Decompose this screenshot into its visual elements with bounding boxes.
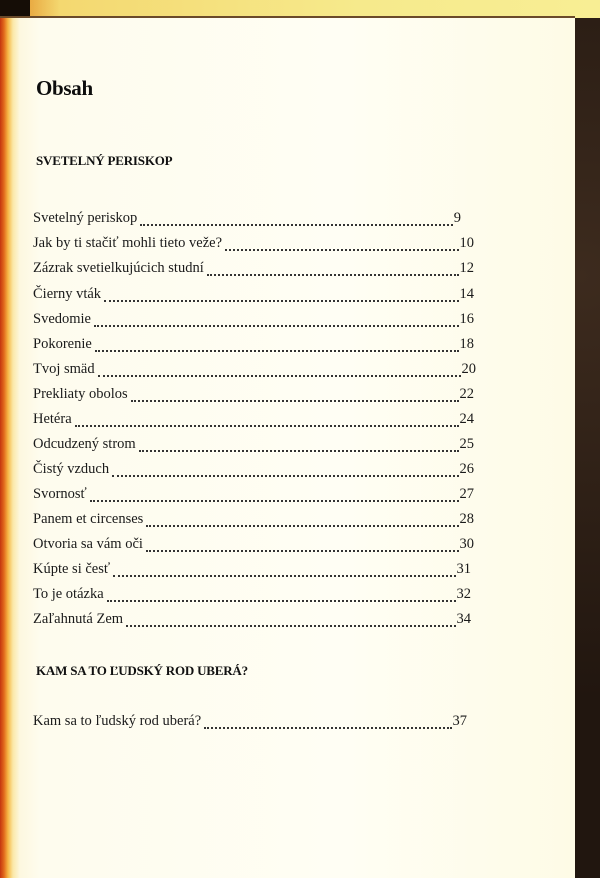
- toc-entry: [33, 486, 474, 506]
- toc-entry-page: 34: [456, 611, 471, 627]
- toc-entry-page: 31: [456, 561, 471, 577]
- dot-leader: [113, 574, 455, 577]
- toc-entry-page: 30: [459, 536, 474, 552]
- toc-entry-label: Zázrak svetielkujúcich studní: [33, 260, 204, 276]
- toc-entry: [33, 586, 471, 606]
- section-heading-1: SVETELNÝ PERISKOP: [36, 153, 173, 168]
- toc-entry-page: 16: [459, 311, 474, 327]
- dot-leader: [126, 624, 455, 627]
- background-surface: [573, 18, 600, 878]
- toc-entry: [33, 336, 474, 356]
- toc-entry-label: Čierny vták: [33, 286, 102, 302]
- dot-leader: [146, 549, 459, 552]
- dot-leader: [207, 273, 459, 276]
- toc-entry-page: 12: [459, 260, 474, 276]
- toc-entry: [33, 461, 474, 481]
- toc-entry: [33, 561, 471, 581]
- toc-entry-label: Otvoria sa vám oči: [33, 536, 143, 552]
- toc-entry-label: Svornosť: [33, 486, 87, 502]
- toc-entry-page: 9: [453, 210, 461, 226]
- toc-entry-page: 25: [459, 436, 474, 452]
- toc-entry: [33, 260, 474, 280]
- toc-entry-label: Jak by ti stačiť mohli tieto veže?: [33, 235, 223, 251]
- toc-entry: [33, 386, 474, 406]
- page-title: Obsah: [36, 76, 93, 100]
- toc-entry-label: Svedomie: [33, 311, 91, 327]
- toc-entry-label: Tvoj smäd: [33, 361, 95, 377]
- toc-entry: [33, 611, 471, 631]
- toc-entry: [33, 286, 474, 306]
- toc-entry: [33, 536, 474, 556]
- toc-entry: [33, 311, 474, 331]
- toc-entry: [33, 511, 474, 531]
- toc-entry-page: 32: [456, 586, 471, 602]
- toc-entry: [33, 411, 474, 431]
- dot-leader: [75, 424, 459, 427]
- toc-entry-page: 14: [459, 286, 474, 302]
- toc-entry-label: To je otázka: [33, 586, 104, 602]
- dot-leader: [139, 449, 459, 452]
- dot-leader: [112, 474, 458, 477]
- toc-entry-page: 26: [459, 461, 474, 477]
- dot-leader: [204, 726, 451, 729]
- dot-leader: [107, 599, 456, 602]
- toc-entry-label: Zaľahnutá Zem: [33, 611, 124, 627]
- background-corner: [0, 0, 30, 16]
- toc-entry: [33, 235, 474, 255]
- toc-entry: [33, 361, 476, 381]
- toc-entry-label: Svetelný periskop: [33, 210, 138, 226]
- toc-entry: [33, 713, 467, 733]
- dot-leader: [146, 524, 458, 527]
- toc-entry-label: Hetéra: [33, 411, 72, 427]
- dot-leader: [90, 499, 459, 502]
- toc-entry-page: 27: [459, 486, 474, 502]
- toc-entry-label: Odcudzený strom: [33, 436, 136, 452]
- toc-entry-label: Čistý vzduch: [33, 461, 110, 477]
- dot-leader: [131, 399, 459, 402]
- toc-entry-label: Pokorenie: [33, 336, 92, 352]
- toc-entry-page: 24: [459, 411, 474, 427]
- toc-entry-page: 22: [459, 386, 474, 402]
- toc-entry-label: Kam sa to ľudský rod uberá?: [33, 713, 202, 729]
- toc-entry-page: 10: [459, 235, 474, 251]
- toc-entry-page: 37: [452, 713, 467, 729]
- dot-leader: [94, 324, 459, 327]
- dot-leader: [98, 374, 461, 377]
- dot-leader: [140, 223, 452, 226]
- toc-entry: [33, 210, 461, 230]
- toc-entry-label: Prekliaty obolos: [33, 386, 128, 402]
- toc-entry: [33, 436, 474, 456]
- toc-entry-label: Panem et circenses: [33, 511, 144, 527]
- toc-entry-label: Kúpte si česť: [33, 561, 111, 577]
- dot-leader: [104, 299, 458, 302]
- toc-entry-page: 28: [459, 511, 474, 527]
- dot-leader: [95, 349, 459, 352]
- dot-leader: [225, 248, 458, 251]
- section-heading-2: KAM SA TO ĽUDSKÝ ROD UBERÁ?: [36, 663, 248, 678]
- toc-entry-page: 20: [461, 361, 476, 377]
- toc-entry-page: 18: [459, 336, 474, 352]
